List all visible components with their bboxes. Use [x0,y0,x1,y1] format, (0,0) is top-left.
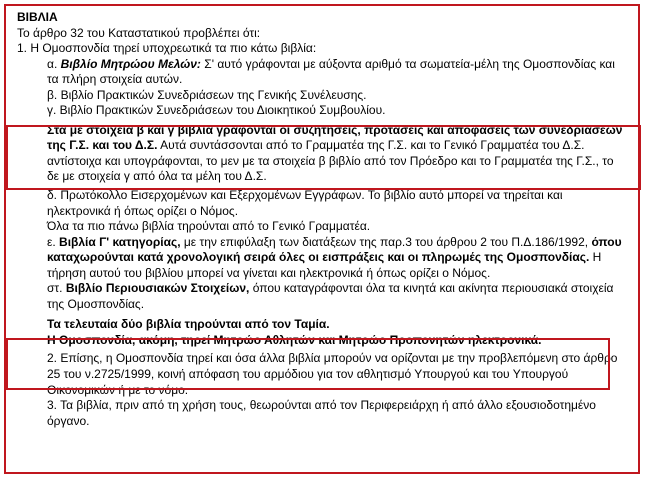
item-e-term: Βιβλία Γ' κατηγορίας, [59,234,181,249]
paragraph-1: 1. Η Ομοσπονδία τηρεί υποχρεωτικά τα πιο κάτω βιβλία: [17,41,317,56]
item-d-note: Όλα τα πιο πάνω βιβλία τηρούνται από το Γενικό Γραμματέα. [47,219,371,234]
item-st: στ. Βιβλίο Περιουσιακών Στοιχείων, όπου καταγράφονται όλα τα κινητά και ακίνητα περιουσιακά στοιχεία της Ομοσπονδίας. [47,281,614,311]
intro-line: Το άρθρο 32 του Καταστατικού προβλέπει ότι: [17,25,261,40]
paragraph-3: 3. Τα βιβλία, πριν από τη χρήση τους, θεωρούνται από τον Περιφερειάρχη ή από άλλο εξουσιοδοτημένο όργανο. [47,398,596,428]
paragraph-2: 2. Επίσης, η Ομοσπονδία τηρεί και όσα άλλα βιβλία μπορούν να ορίζονται με την προβλεπόμενη στο άρθρο 25 του ν.2725/1999, κοινή απόφαση του αρμόδιου για τον αθλητισμό Υπουργού και του Υπουργού Οικονομικών ή με το νόμο. [47,351,618,397]
item-d: δ. Πρωτόκολλο Εισερχομένων και Εξερχομένων Εγγράφων. Το βιβλίο αυτό μπορεί να τηρείται και ηλεκτρονικά ή όπως ορίζει ο Νόμος. [47,188,563,218]
document-body [4,4,640,474]
section-title: ΒΙΒΛΙΑ [17,10,58,24]
note-1: Στα με στοιχεία β και γ βιβλία γράφονται οι συζητήσεις, προτάσεις και αποφάσεις των συνεδριάσεων της Γ.Σ. και του Δ.Σ. Αυτά συντάσσονται από το Γραμματέα της Γ.Σ. και το Γενικό Γραμματέα του Δ.Σ. αντίστοιχα και υπογράφονται, το μεν με τα στοιχεία β βιβλίο από τον Πρόεδρο και το Γραμματέα της Γ.Σ., το δε με στοιχεία γ από όλα τα μέλη του Δ.Σ. [47,122,623,184]
item-e: ε. Βιβλία Γ' κατηγορίας, με την επιφύλαξη των διατάξεων της παρ.3 του άρθρου 2 του Π.Δ.186/1992, όπου καταχωρούνται κατά χρονολογική σειρά όλες οι εισπράξεις και οι πληρωμές της Ομοσπονδίας. Η τήρηση αυτού του βιβλίου μπορεί να γίνεται και ηλεκτρονικά ή όπως ορίζει ο Νόμος. [47,234,622,280]
note-2-line-2: Η Ομοσπονδία, ακόμη, τηρεί Μητρώο Αθλητών και Μητρώο Προπονητών ηλεκτρονικά. [47,332,542,347]
note-2-line-1: Τα τελευταία δύο βιβλία τηρούνται από τον Ταμία. [47,317,330,332]
item-a-term: Βιβλίο Μητρώου Μελών: [60,56,201,71]
item-c: γ. Βιβλίο Πρακτικών Συνεδριάσεων του Διοικητικού Συμβουλίου. [47,103,386,118]
item-st-term: Βιβλίο Περιουσιακών Στοιχείων, [65,281,250,296]
item-a: α. Βιβλίο Μητρώου Μελών: Σ' αυτό γράφονται με αύξοντα αριθμό τα σωματεία-μέλη της Ομοσπονδίας και τα πλήρη στοιχεία αυτών. [47,56,615,87]
item-b: β. Βιβλίο Πρακτικών Συνεδριάσεων της Γενικής Συνέλευσης. [47,87,367,102]
